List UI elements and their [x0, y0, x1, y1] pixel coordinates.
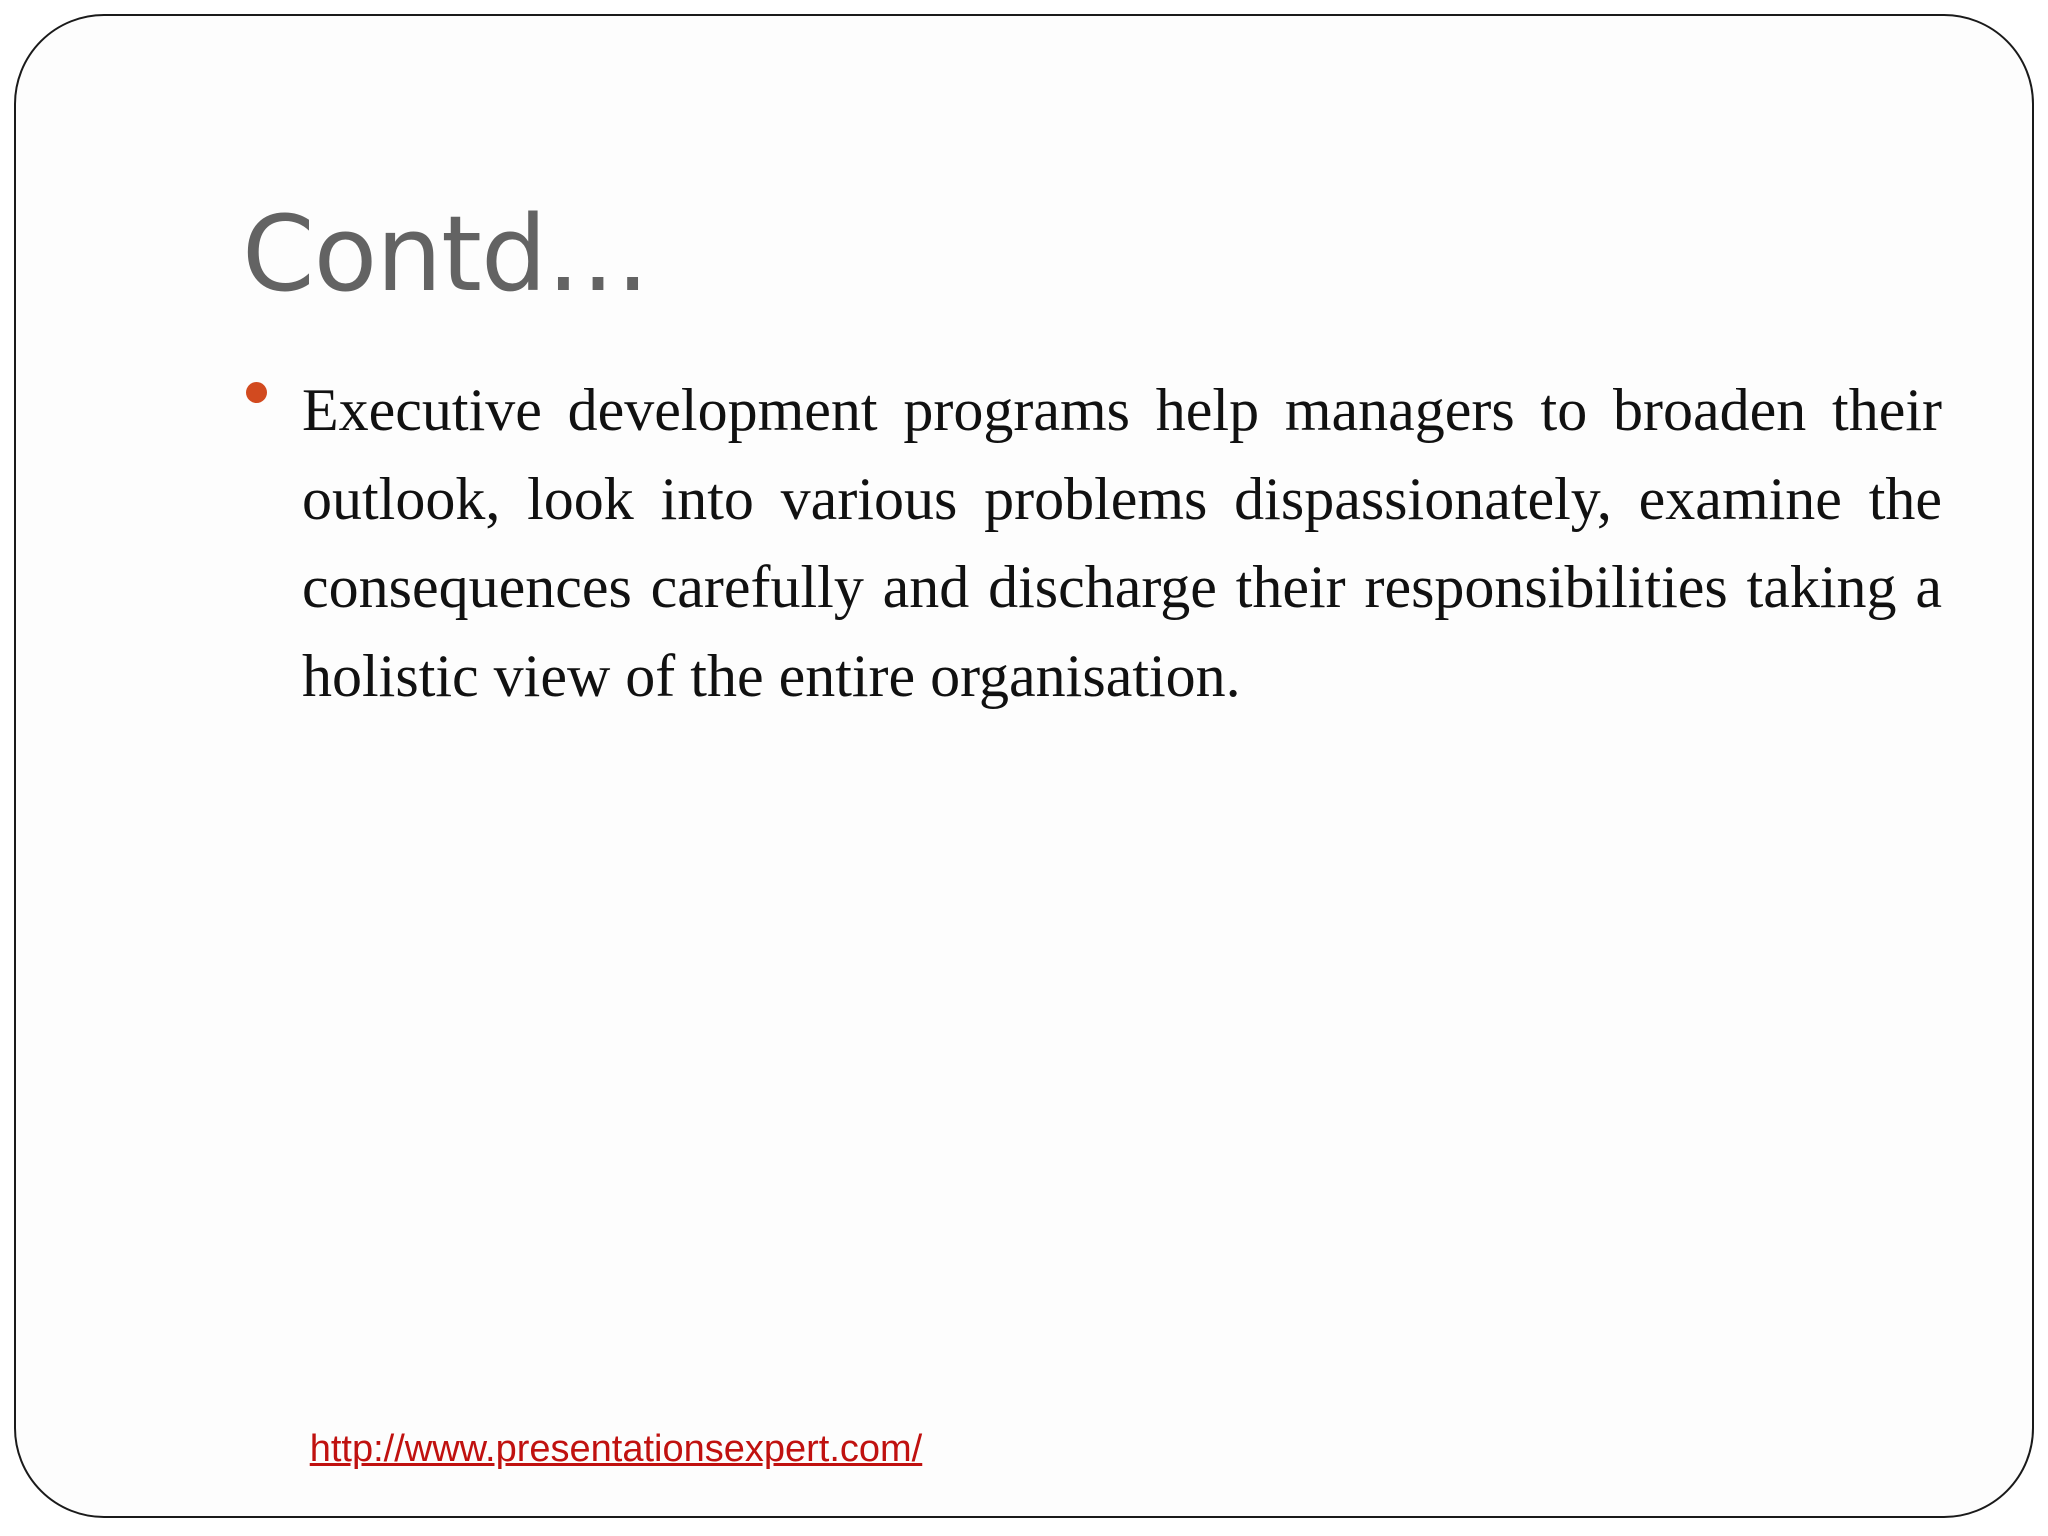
slide-title: Contd…	[242, 193, 649, 315]
bullet-dot-icon	[246, 382, 267, 403]
bullet-text: Executive development programs help managers to broaden their outlook, look into various problems dispassionately, examine the consequences carefully and discharge their responsibilities taking a holistic view of the entire organisation.	[302, 377, 1942, 709]
footer-link[interactable]: http://www.presentationsexpert.com/	[309, 1428, 923, 1470]
slide	[14, 14, 2034, 1518]
